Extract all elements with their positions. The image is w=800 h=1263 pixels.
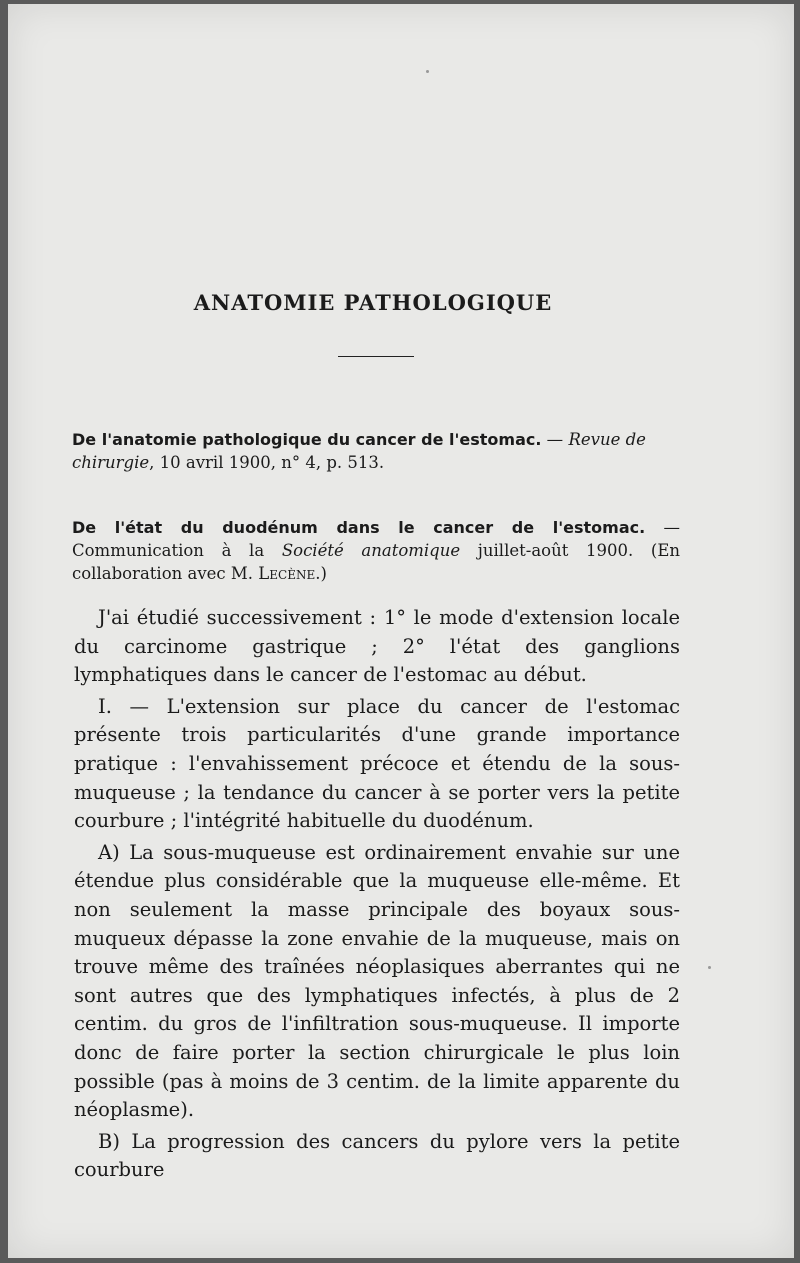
entry-2-title: De l'état du duodénum dans le cancer de l'estomac. xyxy=(72,518,646,537)
document-page xyxy=(8,4,794,1258)
entry-2-text-a: Communication à la xyxy=(72,541,282,560)
entry-1-title: De l'anatomie pathologique du cancer de l'estomac. xyxy=(72,430,542,449)
entry-1-dash: — xyxy=(541,430,569,449)
entry-2-author: Lecène xyxy=(258,564,316,583)
entry-1-journal: Revue de chirurgie xyxy=(72,430,646,472)
paper-speck xyxy=(708,966,711,969)
paragraph: J'ai étudié successivement : 1° le mode d'extension locale du carcinome gastrique ; 2° l'état des ganglions lymphatiques dans le cancer de l'estomac au début. xyxy=(74,606,680,687)
entry-2-society: Société anatomique xyxy=(281,541,461,560)
heading-rule xyxy=(338,356,414,357)
paragraph: A) La sous-muqueuse est ordinairement envahie sur une étendue plus considérable que la muqueuse elle-même. Et non seulement la masse principale des boyaux sous-muqueux dépasse la zone envahie de la muqueuse, mais on trouve même des traînées néoplasiques aberrantes qui ne sont autres que des lymphatiques infectés, à plus de 2 centim. du gros de l'infiltration sous-muqueuse. Il importe donc de faire porter la section chirurgicale le plus loin possible (pas à moins de 3 centim. de la limite apparente du néoplasme). xyxy=(74,840,680,1122)
body-text xyxy=(74,604,680,1185)
entry-2-dash: — xyxy=(645,518,681,537)
entry-1-details: , 10 avril 1900, n° 4, p. 513. xyxy=(149,453,385,472)
paragraph: I. — L'extension sur place du cancer de l'estomac présente trois particularités d'une grande importance pratique : l'envahissement précoce et étendu de la sous-muqueuse ; la tendance du cancer à se porter vers la petite courbure ; l'intégrité habituelle du duodénum. xyxy=(74,694,680,833)
paper-speck xyxy=(426,70,429,73)
paragraph: B) La progression des cancers du pylore vers la petite courbure xyxy=(74,1129,680,1182)
entry-2-text-b: juillet-août 1900. (En collaboration avec M. xyxy=(72,541,680,583)
bibliography-entry-2 xyxy=(72,516,680,585)
section-heading: ANATOMIE PATHOLOGIQUE xyxy=(193,290,553,315)
entry-2-text-c: .) xyxy=(315,564,327,583)
bibliography-entry-1 xyxy=(72,428,680,474)
